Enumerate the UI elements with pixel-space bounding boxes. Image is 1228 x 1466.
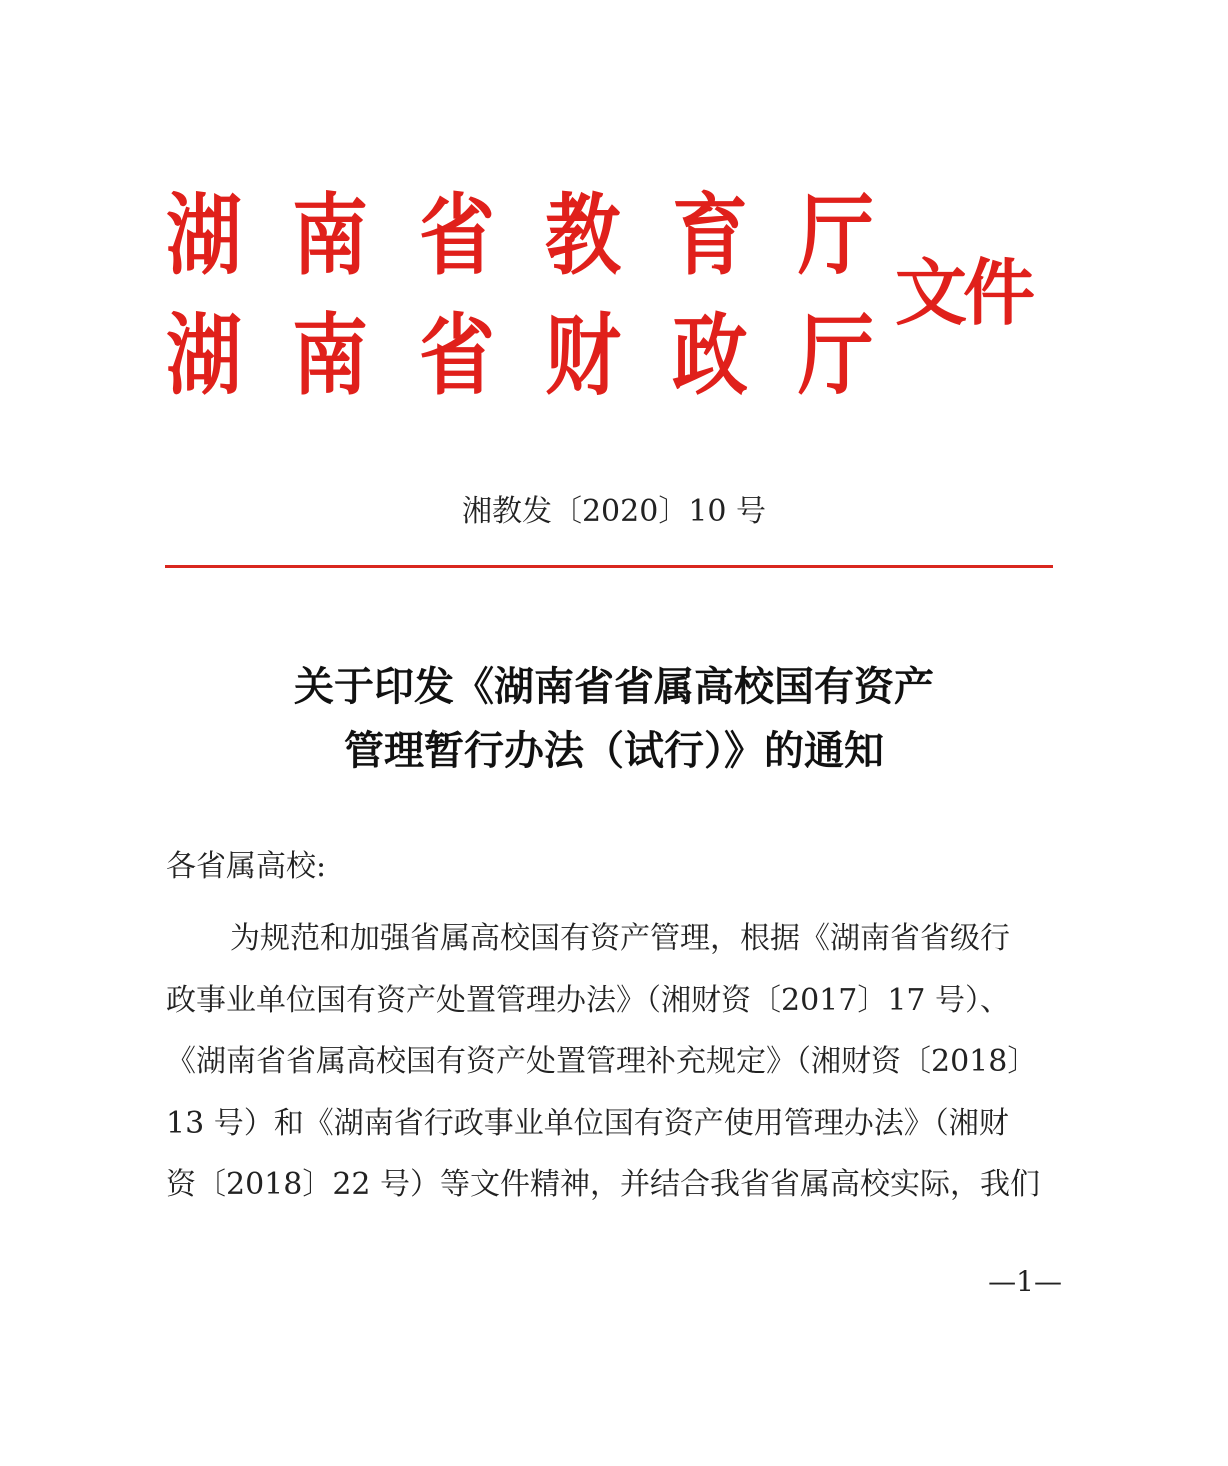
issuer-char: 厅 [798,183,874,287]
issuer-char: 财 [545,303,622,407]
body-line: 政事业单位国有资产处置管理办法》（湘财资〔2017〕17 号）、 [166,982,1011,1018]
issuer-char: 育 [671,183,748,287]
issuer-char: 湖 [166,303,242,407]
issuer-char: 南 [292,183,369,287]
document-suffix: 文件 [895,250,1032,335]
issuer-line-education [160,180,880,290]
body-paragraph [166,908,1066,1216]
document-title [0,655,1228,783]
page-number: —1— [988,1265,1062,1298]
body-line: 资〔2018〕22 号）等文件精神，并结合我省省属高校实际，我们 [166,1167,1041,1202]
issuer-char: 省 [418,183,495,287]
body-line: 为规范和加强省属高校国有资产管理，根据《湖南省省级行 [230,921,1010,956]
document-header [160,180,1040,420]
issuer-char: 厅 [798,303,874,407]
issuer-char: 湖 [166,183,242,287]
issuer-char: 教 [545,183,622,287]
title-line-2: 管理暂行办法（试行）》的通知 [344,727,884,774]
issuer-char: 政 [671,303,748,407]
header-divider [165,565,1053,568]
document-number: 湘教发〔2020〕10 号 [461,494,767,529]
issuer-char: 省 [418,303,495,407]
issuer-line-finance [160,300,880,410]
issuer-char: 南 [292,303,369,407]
salutation: 各省属高校: [166,849,327,884]
body-line: 《湖南省省属高校国有资产处置管理补充规定》（湘财资〔2018〕 [166,1044,1038,1079]
title-line-1: 关于印发《湖南省省属高校国有资产 [294,663,934,710]
body-line: 13 号）和《湖南省行政事业单位国有资产使用管理办法》（湘财 [166,1105,1009,1141]
